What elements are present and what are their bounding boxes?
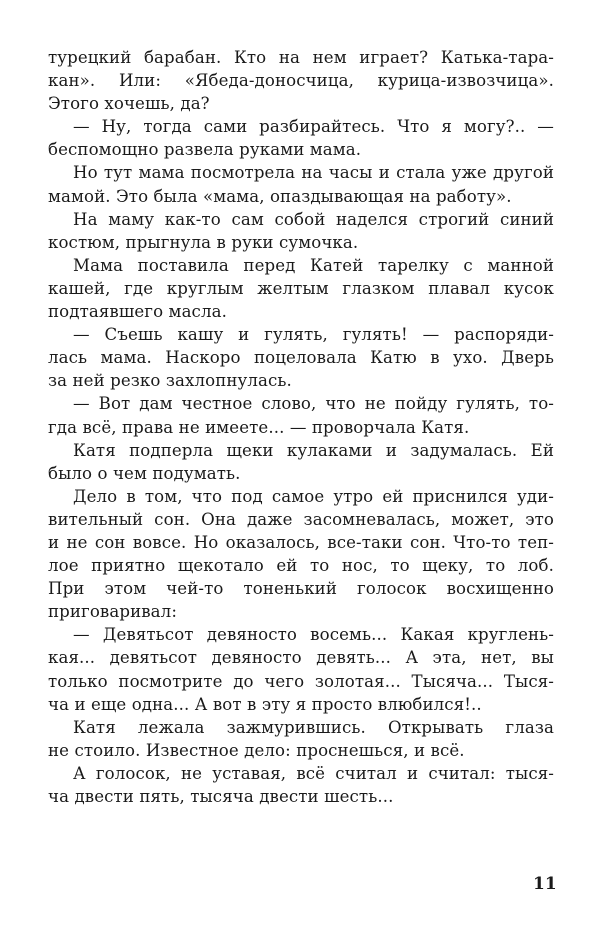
text-line: кашей, где круглым желтым глазком плавал кусок	[48, 278, 554, 298]
text-line: Дело в том, что под самое утро ей приснился уди-	[73, 486, 554, 506]
page-text	[48, 46, 554, 808]
text-line: турецкий барабан. Кто на нем играет? Катька-тара-	[48, 48, 554, 67]
text-line: — Вот дам честное слово, что не пойду гулять, то-	[73, 394, 554, 414]
text-line: Катя подперла щеки кулаками и задумалась. Ей	[73, 440, 554, 460]
text-line: — Ну, тогда сами разбирайтесь. Что я могу?.. —	[73, 117, 554, 137]
text-line: Но тут мама посмотрела на часы и стала уже другой	[73, 163, 554, 183]
text-line: не стоило. Известное дело: проснешься, и всё.	[48, 740, 465, 760]
text-line: Этого хочешь, да?	[48, 94, 210, 114]
text-line: — Съешь кашу и гулять, гулять! — распоряди-	[73, 325, 554, 345]
text-line: беспомощно развела руками мама.	[48, 140, 362, 160]
text-line: На маму как-то сам собой наделся строгий синий	[73, 209, 554, 229]
text-line: и не сон вовсе. Но оказалось, все-таки сон. Что-то теп-	[48, 532, 554, 552]
text-line: — Девятьсот девяносто восемь... Какая круглень-	[73, 625, 554, 645]
text-line: приговаривал:	[48, 602, 178, 622]
text-line: Катя лежала зажмурившись. Открывать глаза	[73, 717, 554, 737]
text-line: кан». Или: «Ябеда-доносчица, курица-извозчица».	[48, 71, 554, 91]
text-line: за ней резко захлопнулась.	[48, 371, 292, 391]
text-line: ча и еще одна... А вот в эту я просто влюбился!..	[48, 694, 482, 714]
text-line: костюм, прыгнула в руки сумочка.	[48, 232, 359, 252]
text-line: лась мама. Наскоро поцеловала Катю в ухо. Дверь	[48, 348, 554, 368]
text-line: было о чем подумать.	[48, 463, 241, 483]
text-line: мамой. Это была «мама, опаздывающая на работу».	[48, 186, 512, 206]
text-line: кая... девятьсот девяносто девять... А эта, нет, вы	[48, 648, 554, 668]
text-line: лое приятно щекотало ей то нос, то щеку, то лоб.	[48, 556, 554, 576]
text-line: подтаявшего масла.	[48, 302, 227, 322]
text-line: вительный сон. Она даже засомневалась, может, это	[48, 509, 554, 529]
text-line: только посмотрите до чего золотая... Тысяча... Тыся-	[48, 671, 554, 691]
page-number: 11	[533, 874, 557, 894]
text-line: ча двести пять, тысяча двести шесть...	[48, 787, 394, 806]
text-line: А голосок, не уставая, всё считал и считал: тыся-	[73, 763, 554, 783]
text-line: При этом чей-то тоненький голосок восхищенно	[48, 579, 554, 599]
text-line: Мама поставила перед Катей тарелку с манной	[73, 255, 554, 275]
text-line: гда всё, права не имеете... — проворчала Катя.	[48, 417, 470, 437]
